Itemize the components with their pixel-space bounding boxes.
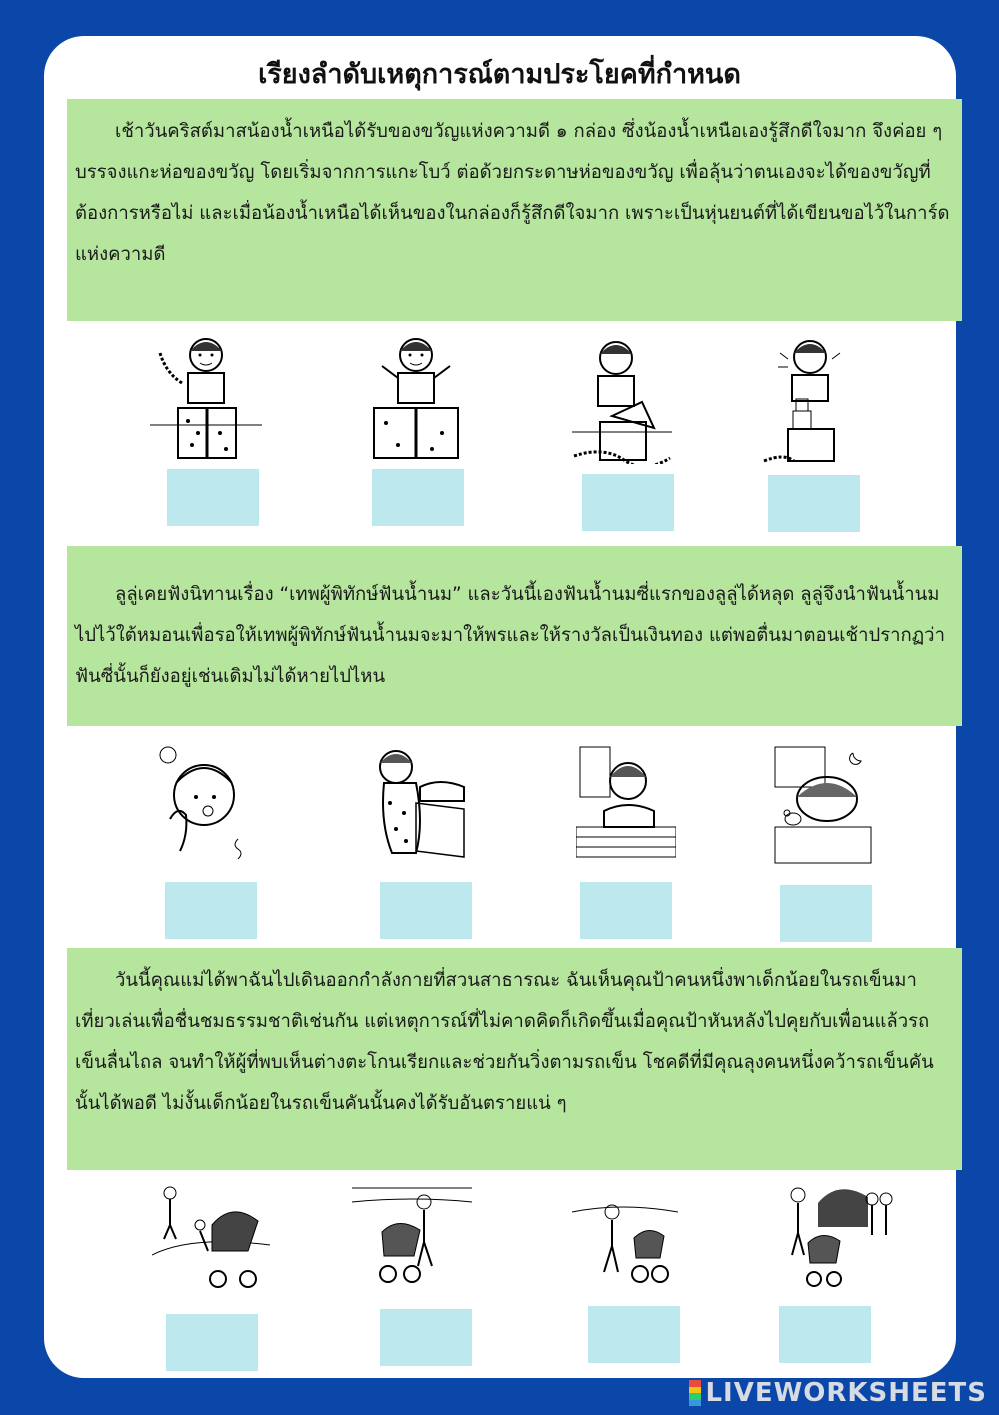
gift-robot-picture [760,333,860,465]
tooth-under-pillow-illustration [360,743,468,863]
gift-untie-ribbon-picture [150,333,262,463]
gift-tear-paper-illustration [572,336,672,464]
stroller-walk-picture [352,1182,472,1286]
brand-text: LIVEWORKSHEETS [705,1378,987,1408]
tooth-sleeping-illustration [771,743,873,867]
answer-box-3-2[interactable] [380,1309,472,1366]
gift-tear-paper-picture [572,336,672,464]
tooth-in-bed-picture [576,741,676,861]
answer-box-2-3[interactable] [580,882,672,939]
gift-hands-raised-illustration [362,333,470,463]
tooth-lost-illustration [152,743,248,861]
page-title: เรียงลำดับเหตุการณ์ตามประโยคที่กำหนด [258,59,741,90]
answer-box-3-4[interactable] [779,1306,871,1363]
story-2-text: ลูลู่เคยฟังนิทานเรื่อง “เทพผู้พิทักษ์ฟันน้ำนม” และวันนี้เองฟันน้ำนมซี่แรกของลูลู่ได้หลุด ลูลู่จึงนำฟันน้ำนมไปไว้ใต้หมอนเพื่อรอให้เทพผู้พิทักษ์ฟันน้ำนมจะมาให้พรและให้รางวัลเป็นเงินทอง แต่พอตื่นมาตอนเช้าปรากฏว่าฟันซี่นั้นก็ยังอยู่เช่นเดิมไม่ได้หายไปไหน [75,584,945,687]
stroller-push-illustration [572,1182,678,1286]
gift-robot-illustration [760,333,860,465]
answer-box-1-2[interactable] [372,469,464,526]
stroller-walk-illustration [352,1182,472,1286]
tooth-sleeping-picture [771,743,873,867]
stroller-catch-illustration [152,1185,270,1289]
stroller-push-picture [572,1182,678,1286]
story-1-panel [67,99,962,321]
liveworksheets-logo-icon [689,1380,701,1406]
answer-box-2-4[interactable] [780,885,872,942]
story-3-text: วันนี้คุณแม่ได้พาฉันไปเดินออกกำลังกายที่สวนสาธารณะ ฉันเห็นคุณป้าคนหนึ่งพาเด็กน้อยในรถเข็นมาเที่ยวเล่นเพื่อชื่นชมธรรมชาติเช่นกัน แต่เหตุการณ์ที่ไม่คาดคิดก็เกิดขึ้นเมื่อคุณป้าหันหลังไปคุยกับเพื่อนแล้วรถเข็นลื่นไถล จนทำให้ผู้ที่พบเห็นต่างตะโกนเรียกและช่วยกันวิ่งตามรถเข็น โชคดีที่มีคุณลุงคนหนึ่งคว้ารถเข็นคันนั้นได้พอดี ไม่งั้นเด็กน้อยในรถเข็นคันนั้นคงได้รับอันตรายแน่ ๆ [75,970,934,1114]
tooth-in-bed-illustration [576,741,676,861]
answer-box-3-1[interactable] [166,1314,258,1371]
story-3-panel [67,948,962,1170]
stroller-catch-picture [152,1185,270,1289]
tooth-under-pillow-picture [360,743,468,863]
answer-box-1-3[interactable] [582,474,674,531]
answer-box-2-2[interactable] [380,882,472,939]
answer-box-3-3[interactable] [588,1306,680,1363]
answer-box-2-1[interactable] [165,882,257,939]
liveworksheets-brand [689,1378,987,1408]
stroller-chat-picture [768,1183,898,1289]
answer-box-1-1[interactable] [167,469,259,526]
tooth-lost-picture [152,743,248,861]
stroller-chat-illustration [768,1183,898,1289]
story-1-text: เช้าวันคริสต์มาสน้องน้ำเหนือได้รับของขวัญแห่งความดี ๑ กล่อง ซึ่งน้องน้ำเหนือเองรู้สึกดีใจมาก จึงค่อย ๆ บรรจงแกะห่อของขวัญ โดยเริ่มจากการแกะโบว์ ต่อด้วยกระดาษห่อของขวัญ เพื่อลุ้นว่าตนเองจะได้ของขวัญที่ต้องการหรือไม่ และเมื่อน้องน้ำเหนือได้เห็นของในกล่องก็รู้สึกดีใจมาก เพราะเป็นหุ่นยนต์ที่ได้เขียนขอไว้ในการ์ดแห่งความดี [75,121,950,265]
story-2-panel [67,546,962,726]
answer-box-1-4[interactable] [768,475,860,532]
gift-hands-raised-picture [362,333,470,463]
gift-untie-ribbon-illustration [150,333,262,463]
